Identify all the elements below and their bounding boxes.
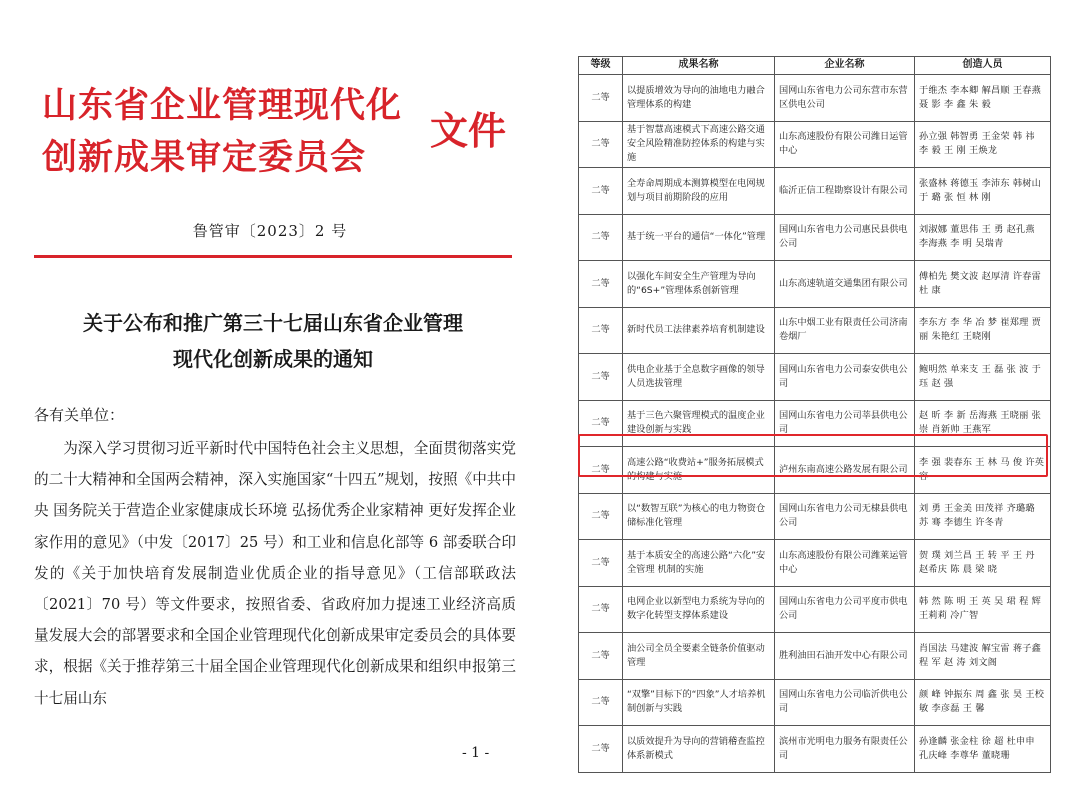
creators-cell: 刘 勇 王金美 田茂祥 齐璐璐 苏 骞 李德生 许冬青 [915, 493, 1051, 540]
table-row [579, 214, 1051, 261]
creators-cell: 李东方 李 华 冶 梦 崔郑理 贾 丽 朱艳红 王晓刚 [915, 307, 1051, 354]
achievement-cell: 高速公路“收费站+”服务拓展模式的构建与实施 [623, 447, 775, 494]
achievement-cell: 供电企业基于全息数字画像的领导人员选拔管理 [623, 354, 775, 401]
creators-cell: 张盛林 蒋德玉 李沛东 韩树山 于 璐 张 恒 林 刚 [915, 168, 1051, 215]
creators-cell: 孙逢麟 张金柱 徐 超 杜申申 孔庆峰 李尊华 董晓珊 [915, 726, 1051, 773]
grade-cell: 二等 [579, 261, 623, 308]
grade-cell: 二等 [579, 586, 623, 633]
creators-cell: 于维杰 李本卿 解昌顺 王春燕 聂 影 李 鑫 朱 毅 [915, 75, 1051, 122]
achievement-cell: 油公司全员全要素全链条价值驱动管理 [623, 633, 775, 680]
creators-cell: 肖国法 马建波 解宝雷 蒋子鑫 程 军 赵 涛 刘文阁 [915, 633, 1051, 680]
achievement-cell: 以强化车间安全生产管理为导向的“6S+”管理体系创新管理 [623, 261, 775, 308]
enterprise-cell: 山东高速股份有限公司潍日运管中心 [775, 121, 915, 168]
grade-cell: 二等 [579, 214, 623, 261]
grade-cell: 二等 [579, 168, 623, 215]
page-number: - 1 - [462, 745, 490, 761]
creators-cell: 韩 然 陈 明 王 英 吴 珺 程 辉 王莉莉 冷广智 [915, 586, 1051, 633]
achievement-cell: 以提质增效为导向的油地电力融合管理体系的构建 [623, 75, 775, 122]
creators-cell: 刘淑娜 董思伟 王 勇 赵孔燕 李海燕 李 明 吴瑞青 [915, 214, 1051, 261]
achievement-cell: 基于三色六聚管理模式的温度企业建设创新与实践 [623, 400, 775, 447]
table-row [579, 354, 1051, 401]
enterprise-cell: 山东高速轨道交通集团有限公司 [775, 261, 915, 308]
grade-cell: 二等 [579, 493, 623, 540]
notice-title [34, 305, 512, 377]
document-number: 鲁管审〔2023〕2 号 [192, 222, 348, 240]
achievement-cell: 以“数智互联”为核心的电力物资仓储标准化管理 [623, 493, 775, 540]
enterprise-cell: 国网山东省电力公司惠民县供电公司 [775, 214, 915, 261]
enterprise-cell: 山东高速股份有限公司潍莱运管中心 [775, 540, 915, 587]
notice-title-line-1: 关于公布和推广第三十七届山东省企业管理 [83, 311, 463, 335]
table-row [579, 679, 1051, 726]
header-creators: 创造人员 [915, 57, 1051, 75]
enterprise-cell: 国网山东省电力公司无棣县供电公司 [775, 493, 915, 540]
issuer-title-line-1: 山东省企业管理现代化 [42, 85, 403, 126]
issuer-title [42, 80, 402, 184]
header-grade: 等级 [579, 57, 623, 75]
table-row [579, 447, 1051, 494]
achievement-cell: 基于本质安全的高速公路“六化”安全管理 机制的实施 [623, 540, 775, 587]
issuer-title-line-2: 创新成果审定委员会 [42, 137, 367, 178]
grade-cell: 二等 [579, 75, 623, 122]
grade-cell: 二等 [579, 679, 623, 726]
issuer-title-suffix: 文件 [430, 108, 507, 153]
achievement-cell: 基于智慧高速模式下高速公路交通安全风险精准防控体系的构建与实施 [623, 121, 775, 168]
table-row [579, 400, 1051, 447]
achievement-cell: “双擎”目标下的“四象”人才培养机制创新与实践 [623, 679, 775, 726]
achievement-cell: 新时代员工法律素养培育机制建设 [623, 307, 775, 354]
table-row [579, 726, 1051, 773]
table-row [579, 586, 1051, 633]
enterprise-cell: 滨州市光明电力服务有限责任公司 [775, 726, 915, 773]
awards-table-body [579, 75, 1051, 773]
creators-cell: 赵 昕 李 新 岳海燕 王晓丽 张 崇 肖新帅 王燕军 [915, 400, 1051, 447]
red-divider-rule [34, 255, 512, 258]
enterprise-cell: 山东中烟工业有限责任公司济南卷烟厂 [775, 307, 915, 354]
enterprise-cell: 国网山东省电力公司平度市供电公司 [775, 586, 915, 633]
table-row [579, 540, 1051, 587]
creators-cell: 孙立强 韩智勇 王金荣 韩 祎 李 毅 王 刚 王焕龙 [915, 121, 1051, 168]
grade-cell: 二等 [579, 354, 623, 401]
achievement-cell: 全寿命周期成本测算模型在电网规划与项目前期阶段的应用 [623, 168, 775, 215]
creators-cell: 鲍明然 单来支 王 磊 张 波 于 珏 赵 强 [915, 354, 1051, 401]
enterprise-cell: 胜利油田石油开发中心有限公司 [775, 633, 915, 680]
table-row [579, 168, 1051, 215]
achievement-cell: 基于统一平台的通信“一体化”管理 [623, 214, 775, 261]
notice-body-text: 为深入学习贯彻习近平新时代中国特色社会主义思想，全面贯彻落实党的二十大精神和全国两会精神，深入实施国家“十四五”规划，按照《中共中央 国务院关于营造企业家健康成长环境 弘扬优秀企业家精神 更好发挥企业家作用的意见》（中发〔2017〕25 号）和工业和信息化部等 6 部委联合印发的《关于加快培育发展制造业优质企业的指导意见》（工信部联政法〔2021〕70 号）等文件要求，按照省委、省政府加力提速工业经济高质量发展大会的部署要求和全国企业管理现代化创新成果审定委员会的具体要求，根据《关于推荐第三十届全国企业管理现代化创新成果和组织申报第三十七届山东 [34, 440, 516, 707]
grade-cell: 二等 [579, 121, 623, 168]
grade-cell: 二等 [579, 447, 623, 494]
enterprise-cell: 国网山东省电力公司莘县供电公司 [775, 400, 915, 447]
awards-table [578, 56, 1051, 773]
table-row [579, 493, 1051, 540]
enterprise-cell: 国网山东省电力公司东营市东营区供电公司 [775, 75, 915, 122]
creators-cell: 颜 峰 钟振东 周 鑫 张 昊 王校敏 李彦磊 王 馨 [915, 679, 1051, 726]
header-enterprise: 企业名称 [775, 57, 915, 75]
right-table-page [578, 56, 1050, 761]
table-row [579, 121, 1051, 168]
grade-cell: 二等 [579, 400, 623, 447]
header-achievement: 成果名称 [623, 57, 775, 75]
enterprise-cell: 国网山东省电力公司泰安供电公司 [775, 354, 915, 401]
enterprise-cell: 泸州东南高速公路发展有限公司 [775, 447, 915, 494]
grade-cell: 二等 [579, 633, 623, 680]
grade-cell: 二等 [579, 726, 623, 773]
enterprise-cell: 国网山东省电力公司临沂供电公司 [775, 679, 915, 726]
notice-title-line-2: 现代化创新成果的通知 [173, 347, 373, 371]
table-row [579, 75, 1051, 122]
table-row [579, 307, 1051, 354]
table-row [579, 261, 1051, 308]
table-row [579, 633, 1051, 680]
enterprise-cell: 临沂正信工程勘察设计有限公司 [775, 168, 915, 215]
creators-cell: 李 强 裴春东 王 林 马 俊 许英容 [915, 447, 1051, 494]
grade-cell: 二等 [579, 540, 623, 587]
table-header-row [579, 57, 1051, 75]
achievement-cell: 电网企业以新型电力系统为导向的数字化转型支撑体系建设 [623, 586, 775, 633]
creators-cell: 贺 璞 刘兰昌 王 转 平 王 丹 赵希庆 陈 晨 梁 晓 [915, 540, 1051, 587]
grade-cell: 二等 [579, 307, 623, 354]
creators-cell: 傅柏先 樊文波 赵厚清 许春雷 杜 康 [915, 261, 1051, 308]
achievement-cell: 以质效提升为导向的营销稽查监控体系新模式 [623, 726, 775, 773]
salutation: 各有关单位： [34, 406, 125, 424]
